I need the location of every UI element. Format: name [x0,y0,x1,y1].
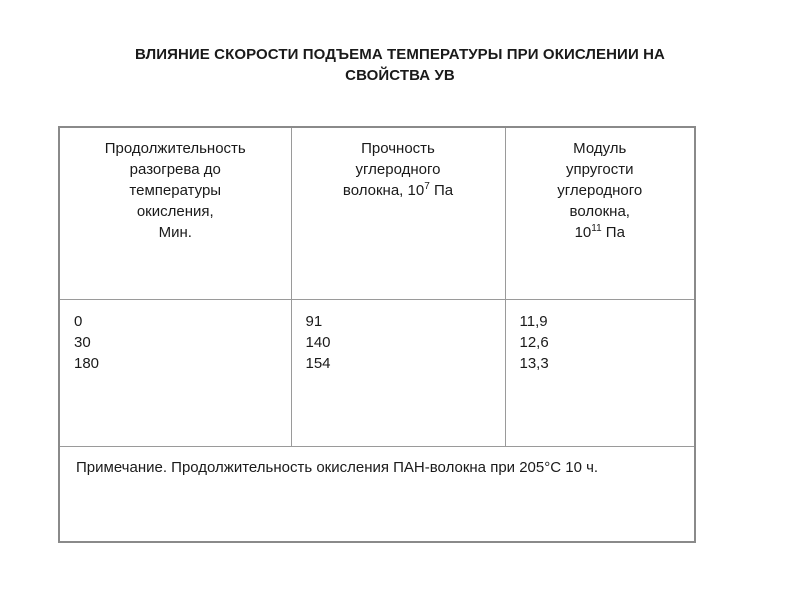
header-strength-line-2: углеродного [355,161,441,178]
header-modulus-line-5 [506,222,695,243]
header-duration-line-3: температуры [129,182,222,199]
header-modulus-unit-exponent: 11 [591,223,602,234]
duration-value: 180 [74,355,100,372]
header-strength-line-3 [292,180,505,201]
header-modulus-line-1: Модуль [573,140,627,157]
header-modulus-unit-suffix: Па [601,224,625,241]
header-strength-unit-prefix: волокна, 10 [342,182,425,199]
modulus-values [505,300,695,447]
data-table [58,126,696,543]
strength-value: 91 [305,313,323,330]
header-strength-line-1: Прочность [361,140,435,157]
slide-title-line-2: СВОЙСТВА УВ [345,67,455,84]
table-note: Примечание. Продолжительность окисления ПАН-волокна при 205°С 10 ч. [59,447,695,543]
header-modulus-line-2: упругости [565,161,634,178]
header-strength-unit-suffix: Па [429,182,454,199]
table-note-row [59,447,695,543]
duration-value: 0 [74,313,83,330]
header-duration-line-4: окисления, [136,203,214,220]
slide-title-line-1: ВЛИЯНИЕ СКОРОСТИ ПОДЪЕМА ТЕМПЕРАТУРЫ ПРИ ОКИСЛЕНИИ НА [135,46,665,63]
header-duration [59,127,291,300]
table-header-row [59,127,695,300]
header-modulus-unit-prefix: 10 [574,224,592,241]
header-modulus-line-3: углеродного [557,182,643,199]
header-duration-line-5: Мин. [158,224,192,241]
header-duration-line-1: Продолжительность [104,140,246,157]
header-duration-line-2: разогрева до [129,161,221,178]
slide-title [0,44,800,86]
modulus-value: 12,6 [519,334,549,351]
header-strength [291,127,505,300]
header-strength-unit-exponent: 7 [424,181,430,192]
table-row [59,300,695,447]
strength-values [291,300,505,447]
modulus-value: 11,9 [519,313,548,330]
modulus-value: 13,3 [519,355,549,372]
strength-value: 140 [305,334,331,351]
header-modulus [505,127,695,300]
header-modulus-line-4: волокна, [569,203,630,220]
strength-value: 154 [305,355,331,372]
duration-values [59,300,291,447]
duration-value: 30 [74,334,91,351]
